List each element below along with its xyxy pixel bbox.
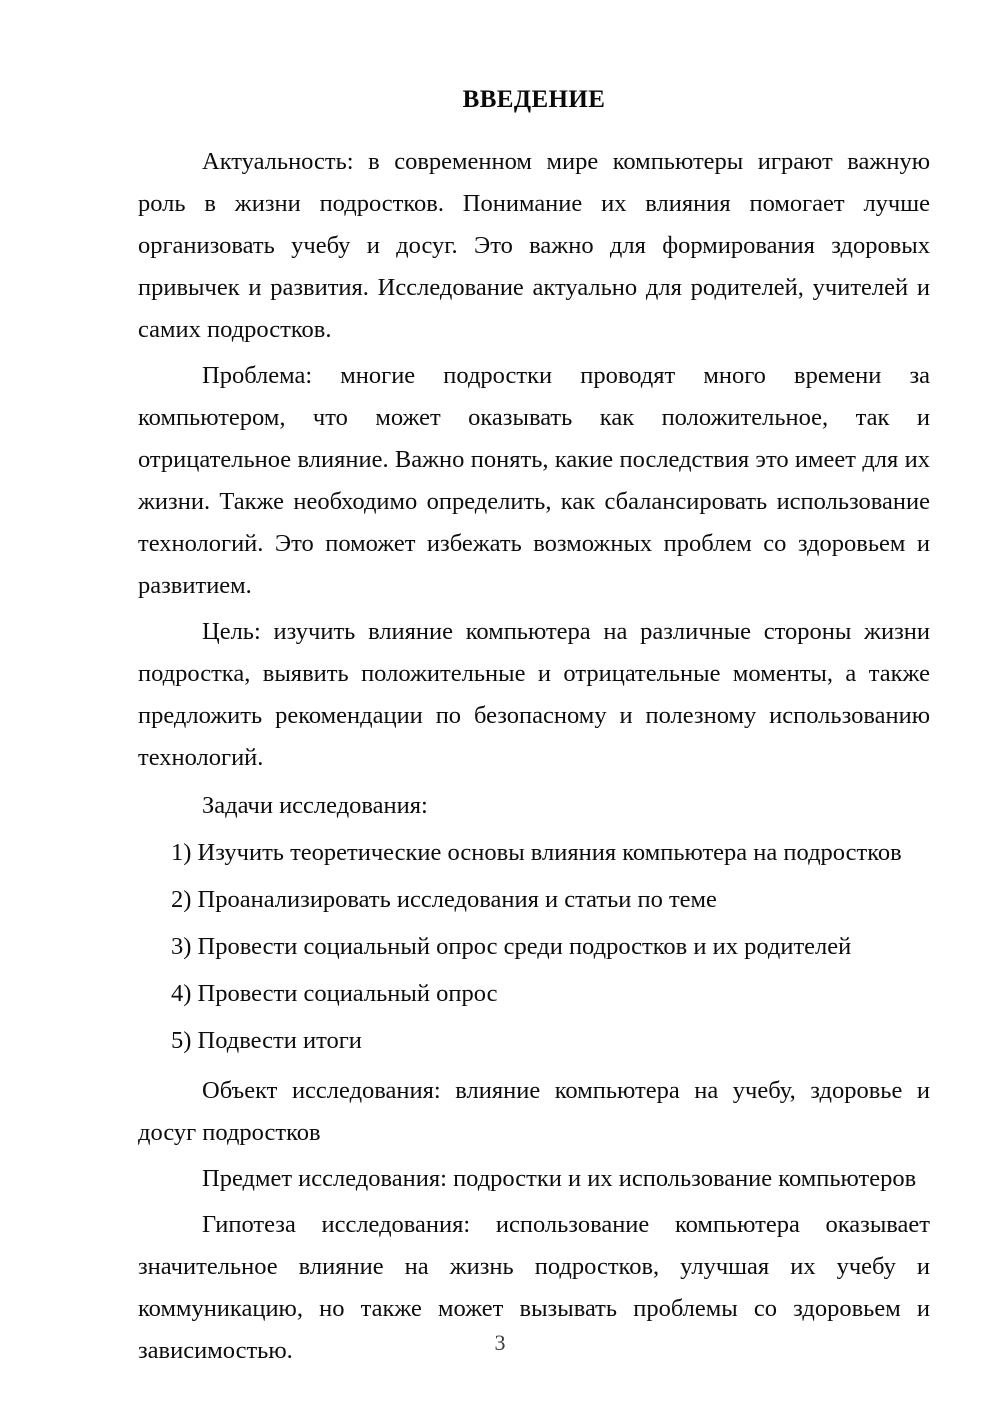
page-title: ВВЕДЕНИЕ xyxy=(462,86,606,113)
page-number: 3 xyxy=(494,1330,506,1355)
paragraph-subject: Предмет исследования: подростки и их использование компьютеров xyxy=(202,1165,917,1193)
list-item: 5) Подвести итоги xyxy=(171,1027,362,1055)
list-item: 3) Провести социальный опрос среди подростков и их родителей xyxy=(171,933,852,961)
list-item: 4) Провести социальный опрос xyxy=(171,980,498,1008)
paragraph-object: Объект исследования: влияние компьютера на учебу, здоровье и досуг подростков xyxy=(138,1077,930,1147)
tasks-heading: Задачи исследования: xyxy=(202,792,428,820)
paragraph-goal: Цель: изучить влияние компьютера на различные стороны жизни подростка, выявить положительные и отрицательные моменты, а также предложить рекомендации по безопасному и полезному использованию технологий. xyxy=(138,618,930,772)
list-item: 1) Изучить теоретические основы влияния компьютера на подростков xyxy=(171,839,902,867)
paragraph-relevance: Актуальность: в современном мире компьютеры играют важную роль в жизни подростков. Понимание их влияния помогает лучше организовать учебу и досуг. Это важно для формирования здоровых привычек и развития. Исследование актуально для родителей, учителей и самих подростков. xyxy=(138,148,930,344)
paragraph-hypothesis: Гипотеза исследования: использование компьютера оказывает значительное влияние на жизнь подростков, улучшая их учебу и коммуникацию, но также может вызывать проблемы со здоровьем и зависимостью. xyxy=(138,1211,930,1365)
document-body xyxy=(138,84,930,1376)
tasks-list xyxy=(138,832,930,1062)
paragraph-problem: Проблема: многие подростки проводят много времени за компьютером, что может оказывать как положительное, так и отрицательное влияние. Важно понять, какие последствия это имеет для их жизни. Также необходимо определить, как сбалансировать использование технологий. Это поможет избежать возможных проблем со здоровьем и развитием. xyxy=(138,362,930,600)
list-item: 2) Проанализировать исследования и статьи по теме xyxy=(171,886,717,914)
